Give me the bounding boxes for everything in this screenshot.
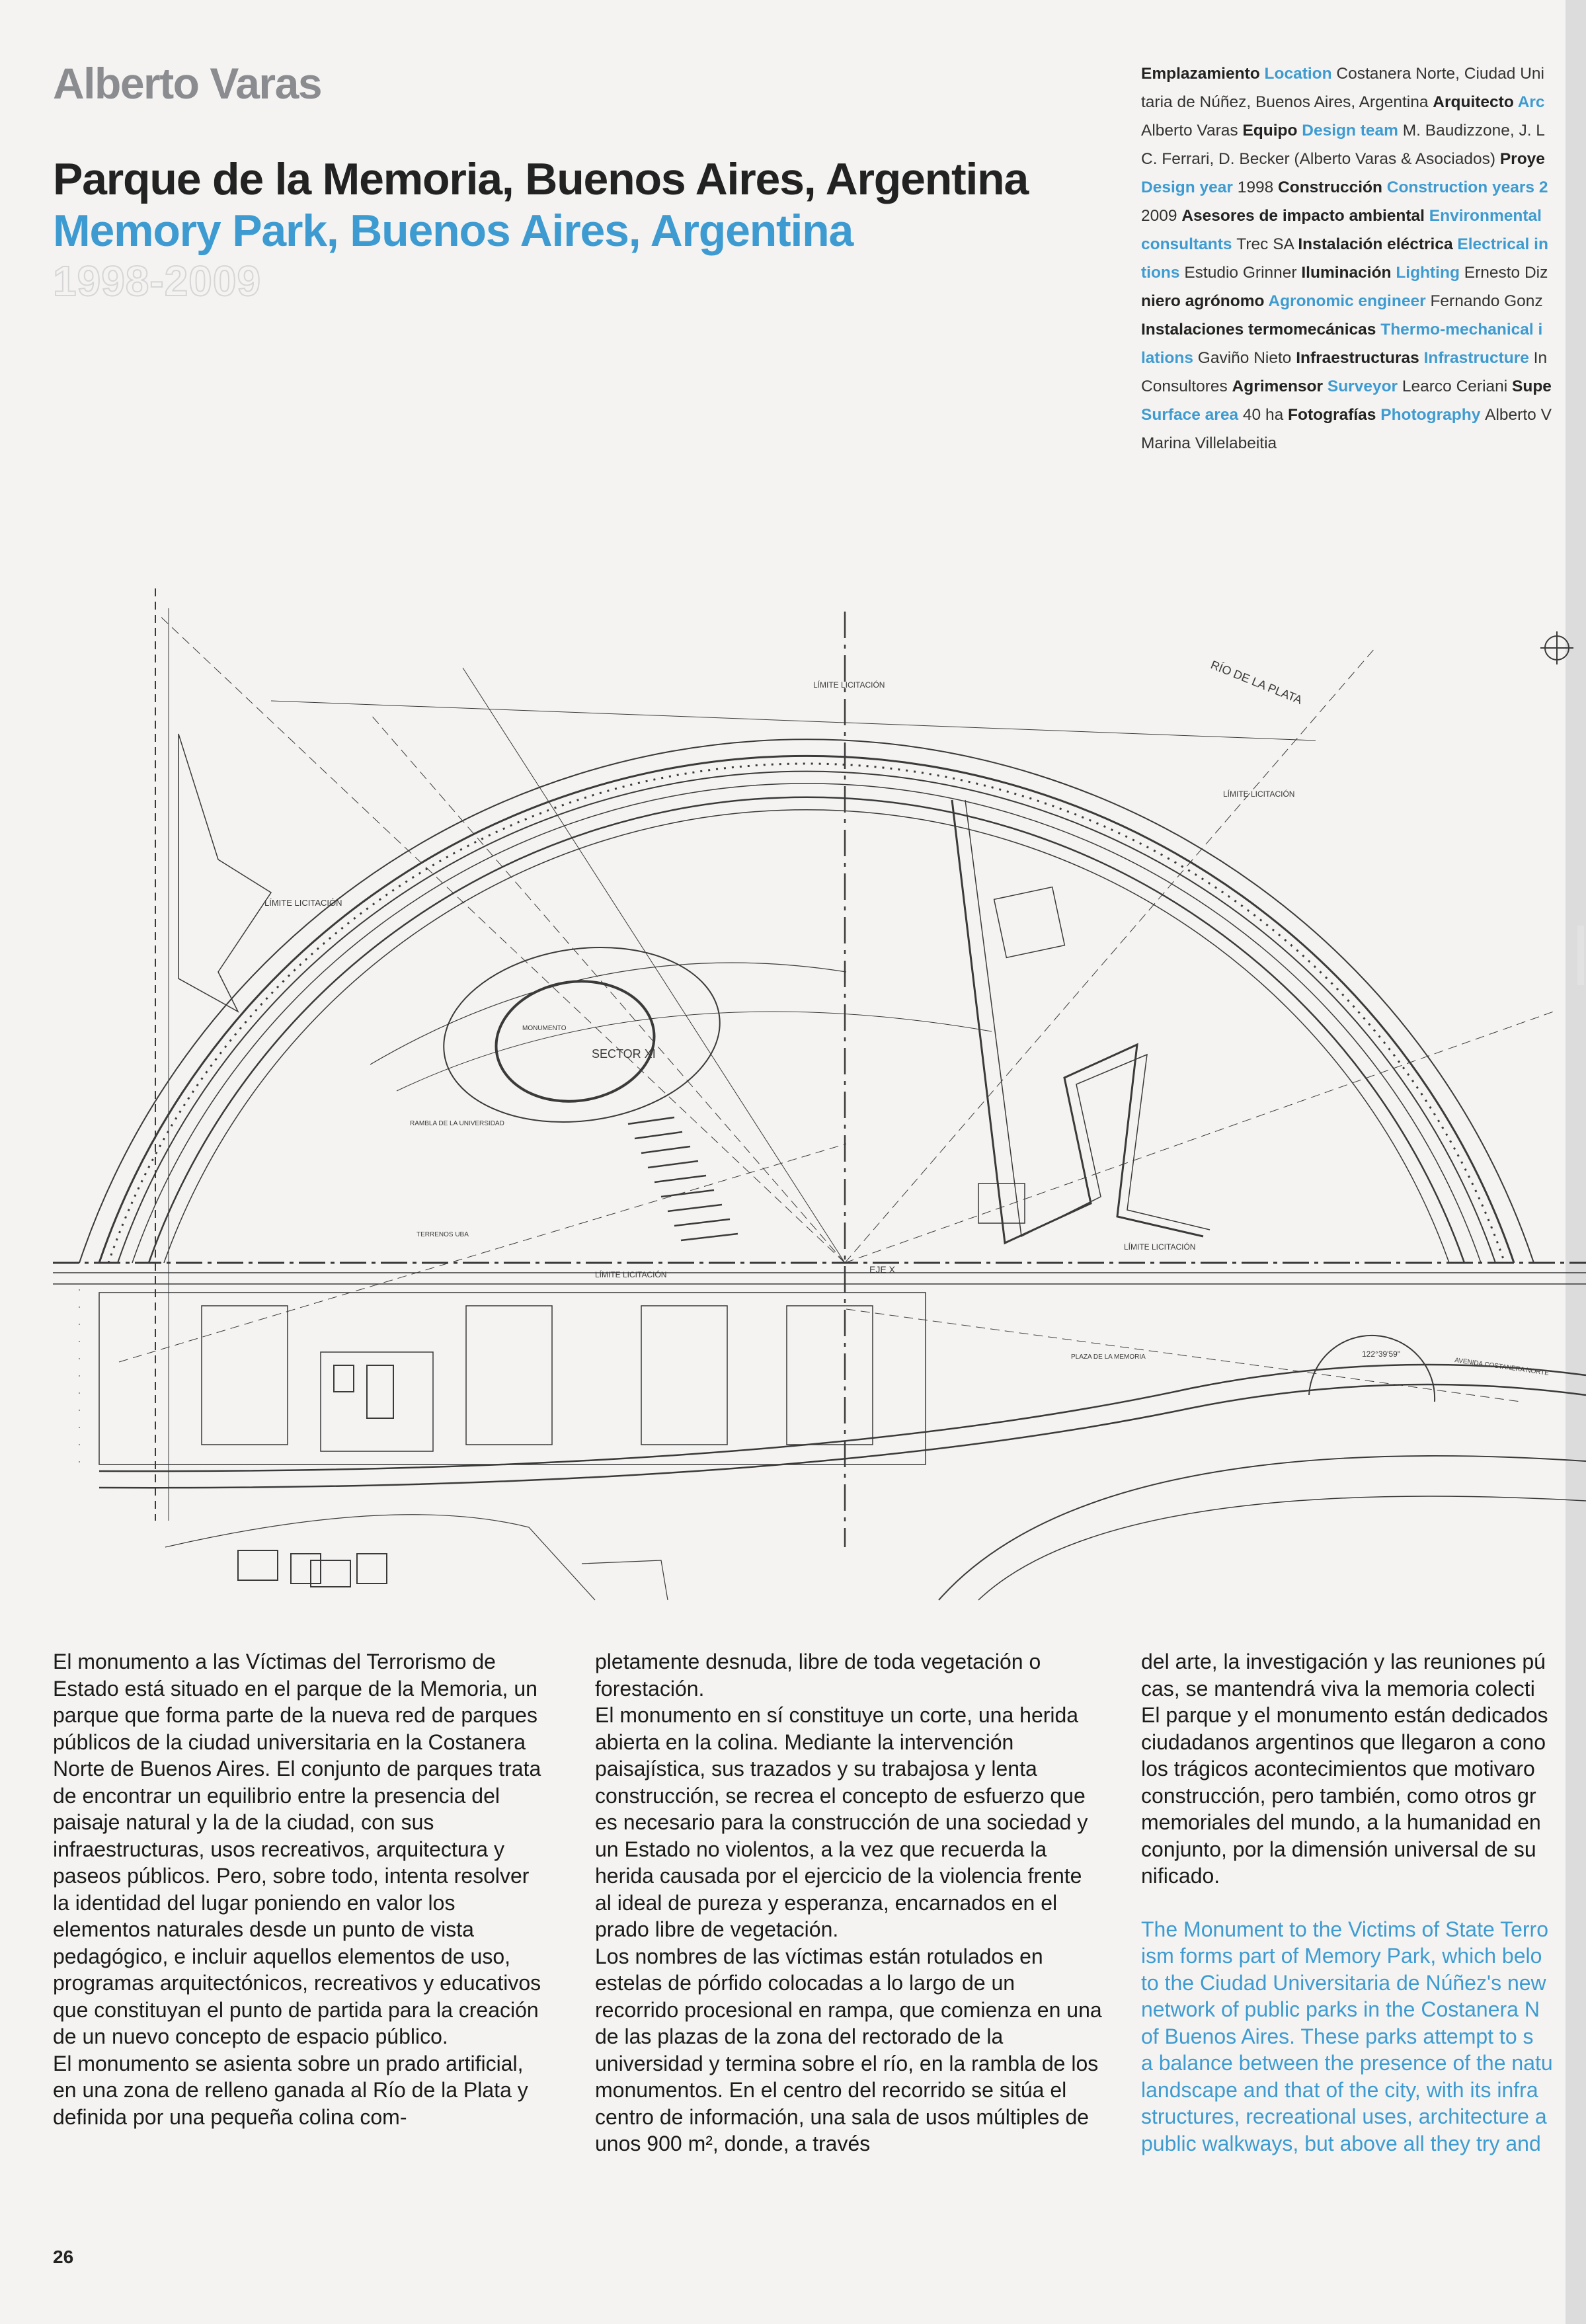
col2-paragraph: pletamente desnuda, libre de toda vegetación o forestación. — [595, 1650, 1041, 1701]
col1-paragraph: El monumento a las Víctimas del Terrorismo de Estado está situado en el parque de la Memoria, un parque que forma parte de la nueva red de parques públicos de la ciudad universitaria en la Costanera Norte de Buenos Aires. El conjunto de parques trata de encontrar un equilibrio entre la presencia del paisaje natural y la de la ciudad, con sus infraestructuras, usos recreativos, arquitectura y paseos públicos. Pero, sobre todo, intenta resolver la identidad del lugar poniendo en valor los elementos naturales desde un punto de vista pedagógico, e incluir aquellos elementos de uso, programas arquitectónicos, recreativos y educativos que constituyan el punto de partida para la creación de un nuevo concepto de espacio público. — [53, 1650, 541, 2048]
label-limite-top: LÍMITE LICITACIÓN — [813, 680, 885, 690]
credit-key-es: Instalaciones termomecánicas — [1141, 321, 1381, 339]
col2-paragraph: Los nombres de las víctimas están rotulados en estelas de pórfido colocadas a lo largo de un recorrido procesional en rampa, que comienza en una de las plazas de la zona del rectorado de la universidad y termina sobre el río, en la rambla de los monumentos. En el centro del recorrido se sitúa el centro de información, una sala de usos múltiples de unos 900 m², donde, a través — [595, 1944, 1102, 2155]
title-spanish: Parque de la Memoria, Buenos Aires, Argentina — [53, 154, 1029, 204]
credit-key-en: consultants — [1141, 235, 1237, 253]
body-column-2 — [595, 1648, 1104, 2164]
col2-paragraph: El monumento en sí constituye un corte, una herida abierta en la colina. Mediante la intervención paisajística, sus trazados y su trabajosa y lenta construcción, se recrea el concepto de esfuerzo que es necesario para la construcción de una sociedad y un Estado no violentos, a la vez que recuerda la herida causada por el ejercicio de la violencia frente al ideal de pureza y esperanza, encarnados en el prado libre de vegetación. — [595, 1703, 1088, 1941]
credit-value: Learco Ceriani — [1402, 378, 1513, 395]
arc-dotted-band — [108, 764, 1505, 1263]
credit-line — [1141, 230, 1586, 259]
credit-key-es: Fotografías — [1288, 406, 1381, 424]
credit-key-en: Lighting — [1396, 264, 1464, 282]
credit-value: Estudio Grinner — [1184, 264, 1302, 282]
credit-line — [1141, 401, 1586, 429]
body-column-1 — [53, 1648, 549, 2129]
label-angle: 122°39'59" — [1362, 1349, 1401, 1359]
credit-value: 1998 — [1237, 179, 1279, 196]
credit-line — [1141, 429, 1586, 458]
terrenos-strip — [99, 1293, 926, 1464]
col3-english-line: landscape and that of the city, with its infra — [1141, 2077, 1538, 2102]
col3-spanish-line: conjunto, por la dimensión universal de su — [1141, 1837, 1536, 1861]
label-eje: EJE X — [869, 1264, 895, 1275]
label-rambla: RAMBLA DE LA UNIVERSIDAD — [410, 1120, 504, 1127]
costanera-road — [99, 1365, 1586, 1471]
credit-key-es: Equipo — [1242, 122, 1302, 140]
col3-english-line: The Monument to the Victims of State Terro — [1141, 1917, 1548, 1941]
credit-line — [1141, 145, 1586, 173]
credit-key-en: Design year — [1141, 179, 1238, 196]
credit-value: Consultores — [1141, 378, 1232, 395]
col3-english-line: structures, recreational uses, architecture a — [1141, 2104, 1547, 2128]
credit-value: In — [1533, 349, 1548, 367]
credit-key-en: Agronomic engineer — [1268, 292, 1431, 310]
page-number: 26 — [53, 2247, 74, 2267]
col3-spanish-line: nificado. — [1141, 1864, 1220, 1888]
col3-english-line: of Buenos Aires. These parks attempt to s — [1141, 2024, 1534, 2048]
label-plaza: PLAZA DE LA MEMORIA — [1071, 1353, 1146, 1361]
label-limite-left: LÍMITE LICITACIÓN — [264, 898, 342, 908]
credit-value: Trec SA — [1236, 235, 1298, 253]
label-avenida: AVENIDA COSTANERA NORTE — [1454, 1357, 1550, 1378]
credit-line — [1141, 287, 1586, 315]
label-river: RÍO DE LA PLATA — [1209, 658, 1304, 707]
credit-line — [1141, 315, 1586, 344]
credit-key-en: Thermo-mechanical i — [1380, 321, 1543, 339]
credit-line — [1141, 344, 1586, 372]
credit-value: 2009 — [1141, 207, 1182, 225]
arc-ring-2 — [99, 756, 1514, 1263]
col3-english-line: public walkways, but above all they try and — [1141, 2131, 1541, 2155]
label-limite-right2: LÍMITE LICITACIÓN — [1124, 1242, 1196, 1252]
outer-arc-ring — [79, 739, 1534, 1263]
stairs — [628, 1117, 738, 1240]
body-column-3 — [1141, 1648, 1586, 2204]
credit-line — [1141, 116, 1586, 145]
col3-english — [1141, 1916, 1586, 2157]
credit-key-en: Construction years 2 — [1386, 179, 1548, 196]
credit-value: Fernando Gonz — [1430, 292, 1543, 310]
col3-spanish-line: El parque y el monumento están dedicados — [1141, 1703, 1548, 1727]
arc-ring-4 — [132, 783, 1481, 1263]
credit-key-es: niero agrónomo — [1141, 292, 1269, 310]
col1-paragraph: El monumento se asienta sobre un prado artificial, en una zona de relleno ganada al Río de la Plata y definida por una pequeña colina com- — [53, 2051, 528, 2129]
credit-line — [1141, 88, 1586, 116]
credit-key-es: Infraestructuras — [1296, 349, 1424, 367]
credit-key-es: Agrimensor — [1232, 378, 1328, 395]
col3-spanish-line: los trágicos acontecimientos que motivaro — [1141, 1757, 1535, 1781]
credit-line — [1141, 60, 1586, 88]
credit-key-en: Location — [1264, 65, 1337, 83]
site-plan-drawing — [0, 549, 1586, 1600]
col3-spanish-line: cas, se mantendrá viva la memoria colecti — [1141, 1676, 1535, 1701]
credit-line — [1141, 173, 1586, 202]
label-sector: SECTOR XI — [592, 1047, 656, 1061]
credit-key-es: Construcción — [1278, 179, 1387, 196]
credit-key-en: Design team — [1302, 122, 1403, 140]
credit-key-es: Asesores de impacto ambiental — [1181, 207, 1429, 225]
col3-english-line: a balance between the presence of the natu — [1141, 2051, 1553, 2075]
credit-key-en: Environmental — [1429, 207, 1542, 225]
project-years: 1998-2009 — [53, 257, 262, 305]
credit-value: C. Ferrari, D. Becker (Alberto Varas & Asociados) — [1141, 150, 1500, 168]
credit-key-es: Instalación eléctrica — [1298, 235, 1458, 253]
credit-key-en: Infrastructure — [1423, 349, 1534, 367]
credit-key-es: Supe — [1512, 378, 1552, 395]
col3-english-line: network of public parks in the Costanera N — [1141, 1997, 1540, 2021]
label-terrenos: TERRENOS UBA — [416, 1231, 469, 1238]
credit-key-en: Electrical in — [1457, 235, 1548, 253]
credit-key-es: Emplazamiento — [1141, 65, 1265, 83]
credit-value: Gaviño Nieto — [1197, 349, 1296, 367]
info-center — [994, 887, 1065, 958]
credit-line — [1141, 259, 1586, 287]
col3-spanish-line: ciudadanos argentinos que llegaron a cono — [1141, 1730, 1546, 1754]
credit-value: Alberto Varas — [1141, 122, 1243, 140]
hill-ellipse — [432, 930, 731, 1139]
credit-key-en: lations — [1141, 349, 1198, 367]
col3-spanish-line: construcción, pero también, como otros gr — [1141, 1783, 1536, 1808]
col3-english-line: to the Ciudad Universitaria de Núñez's new — [1141, 1970, 1546, 1995]
credit-key-es: Arquitecto — [1433, 93, 1518, 111]
col3-spanish-line: del arte, la investigación y las reuniones pú — [1141, 1650, 1546, 1673]
label-monumento: MONUMENTO — [522, 1025, 567, 1032]
credit-value: Marina Villelabeitia — [1141, 434, 1277, 452]
credit-line — [1141, 372, 1586, 401]
credit-line — [1141, 202, 1586, 230]
credit-key-es: Iluminación — [1301, 264, 1396, 282]
arc-ring-5 — [149, 797, 1464, 1263]
credit-value: Alberto V — [1485, 406, 1552, 424]
col3-spanish-line: memoriales del mundo, a la humanidad en — [1141, 1810, 1541, 1834]
author-name: Alberto Varas — [53, 59, 322, 108]
credit-value: M. Baudizzone, J. L — [1402, 122, 1545, 140]
credit-value: Ernesto Diz — [1464, 264, 1548, 282]
credit-key-en: Arc — [1517, 93, 1545, 111]
label-limite-right: LÍMITE LICITACIÓN — [1223, 789, 1295, 799]
credit-key-en: tions — [1141, 264, 1185, 282]
credit-key-en: Surface area — [1141, 406, 1243, 424]
label-limite-lower: LÍMITE LICITACIÓN — [595, 1270, 667, 1279]
col3-spanish — [1141, 1648, 1586, 1890]
col3-english-line: ism forms part of Memory Park, which belo — [1141, 1944, 1542, 1968]
arc-ring-3 — [118, 772, 1495, 1263]
title-english: Memory Park, Buenos Aires, Argentina — [53, 206, 853, 256]
credit-value: Costanera Norte, Ciudad Uni — [1336, 65, 1544, 83]
inner-arc-ring — [164, 810, 1449, 1263]
project-credits — [1141, 60, 1586, 452]
credit-value: taria de Núñez, Buenos Aires, Argentina — [1141, 93, 1433, 111]
credit-key-en: Surveyor — [1327, 378, 1402, 395]
credit-key-en: Photography — [1380, 406, 1486, 424]
credit-key-es: Proye — [1499, 150, 1545, 168]
credit-value: 40 ha — [1242, 406, 1289, 424]
